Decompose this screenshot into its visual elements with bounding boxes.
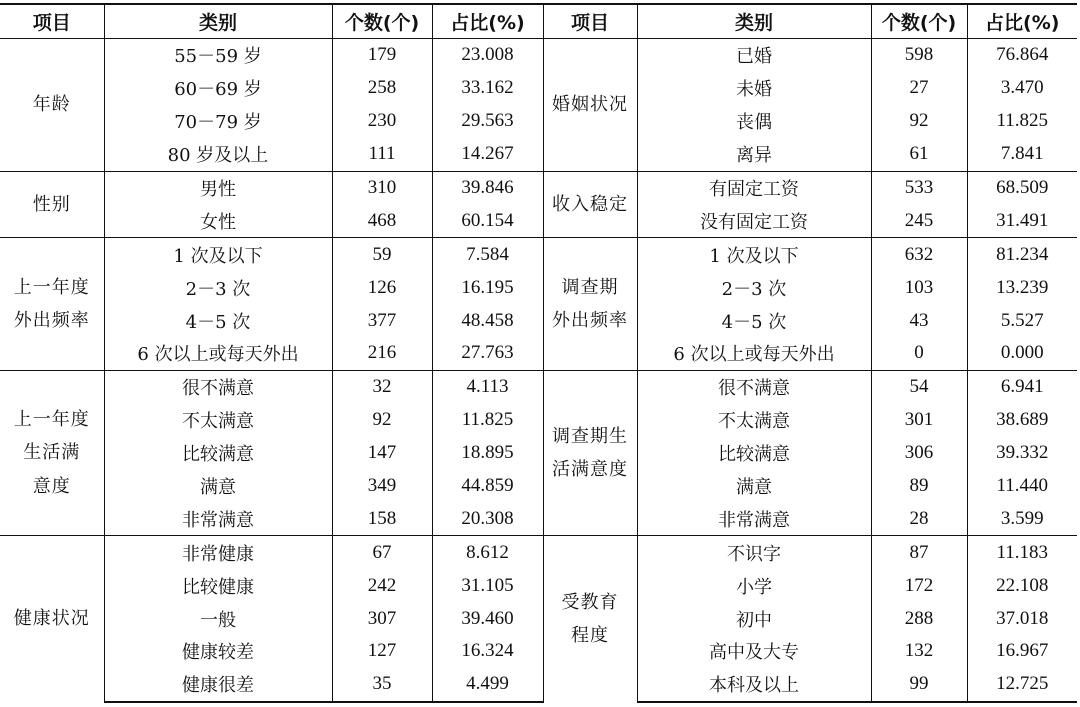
count-cell-right: 28 bbox=[871, 502, 967, 535]
percent-cell: 27.763 bbox=[432, 337, 543, 370]
table-row bbox=[0, 536, 1077, 569]
percent-cell: 11.825 bbox=[432, 404, 543, 437]
count-cell-right: 172 bbox=[871, 569, 967, 602]
category-cell: 男性 bbox=[104, 171, 332, 204]
count-cell-right: 99 bbox=[871, 668, 967, 702]
percent-cell-right: 11.825 bbox=[967, 105, 1077, 138]
percent-cell: 18.895 bbox=[432, 437, 543, 470]
group-label: 健康状况 bbox=[0, 536, 104, 702]
percent-cell-right: 3.470 bbox=[967, 72, 1077, 105]
percent-cell-right: 11.440 bbox=[967, 470, 1077, 503]
table-row bbox=[0, 39, 1077, 72]
count-cell-right: 54 bbox=[871, 370, 967, 403]
percent-cell: 16.324 bbox=[432, 635, 543, 668]
percent-cell: 4.113 bbox=[432, 370, 543, 403]
table-body bbox=[0, 39, 1077, 702]
table-row bbox=[0, 370, 1077, 403]
header-item-right: 项目 bbox=[543, 4, 637, 39]
percent-cell: 44.859 bbox=[432, 470, 543, 503]
category-cell: 6 次以上或每天外出 bbox=[104, 337, 332, 370]
category-cell-right: 小学 bbox=[637, 569, 871, 602]
category-cell-right: 已婚 bbox=[637, 39, 871, 72]
table-row bbox=[0, 238, 1077, 271]
table-row bbox=[0, 437, 1077, 470]
percent-cell: 4.499 bbox=[432, 668, 543, 702]
category-cell-right: 1 次及以下 bbox=[637, 238, 871, 271]
count-cell: 126 bbox=[332, 271, 432, 304]
category-cell-right: 4－5 次 bbox=[637, 304, 871, 337]
count-cell: 32 bbox=[332, 370, 432, 403]
percent-cell: 16.195 bbox=[432, 271, 543, 304]
table-row bbox=[0, 72, 1077, 105]
percent-cell: 20.308 bbox=[432, 502, 543, 535]
table-row bbox=[0, 171, 1077, 204]
category-cell: 60－69 岁 bbox=[104, 72, 332, 105]
percent-cell-right: 31.491 bbox=[967, 204, 1077, 237]
category-cell-right: 丧偶 bbox=[637, 105, 871, 138]
count-cell-right: 0 bbox=[871, 337, 967, 370]
percent-cell: 33.162 bbox=[432, 72, 543, 105]
percent-cell: 31.105 bbox=[432, 569, 543, 602]
header-percent-right: 占比(%) bbox=[967, 4, 1077, 39]
category-cell-right: 非常满意 bbox=[637, 502, 871, 535]
count-cell-right: 632 bbox=[871, 238, 967, 271]
percent-cell: 48.458 bbox=[432, 304, 543, 337]
percent-cell-right: 3.599 bbox=[967, 502, 1077, 535]
header-row bbox=[0, 4, 1077, 39]
category-cell-right: 高中及大专 bbox=[637, 635, 871, 668]
table-row bbox=[0, 138, 1077, 171]
percent-cell: 39.460 bbox=[432, 602, 543, 635]
category-cell: 非常健康 bbox=[104, 536, 332, 569]
count-cell: 92 bbox=[332, 404, 432, 437]
count-cell: 111 bbox=[332, 138, 432, 171]
category-cell-right: 不识字 bbox=[637, 536, 871, 569]
header-item: 项目 bbox=[0, 4, 104, 39]
count-cell-right: 87 bbox=[871, 536, 967, 569]
count-cell: 216 bbox=[332, 337, 432, 370]
count-cell-right: 92 bbox=[871, 105, 967, 138]
percent-cell-right: 11.183 bbox=[967, 536, 1077, 569]
category-cell: 比较健康 bbox=[104, 569, 332, 602]
count-cell: 310 bbox=[332, 171, 432, 204]
percent-cell-right: 38.689 bbox=[967, 404, 1077, 437]
percent-cell-right: 16.967 bbox=[967, 635, 1077, 668]
category-cell-right: 离异 bbox=[637, 138, 871, 171]
header-percent: 占比(%) bbox=[432, 4, 543, 39]
count-cell-right: 27 bbox=[871, 72, 967, 105]
count-cell-right: 245 bbox=[871, 204, 967, 237]
percent-cell-right: 76.864 bbox=[967, 39, 1077, 72]
count-cell: 179 bbox=[332, 39, 432, 72]
percent-cell-right: 12.725 bbox=[967, 668, 1077, 702]
category-cell-right: 比较满意 bbox=[637, 437, 871, 470]
percent-cell: 60.154 bbox=[432, 204, 543, 237]
percent-cell-right: 39.332 bbox=[967, 437, 1077, 470]
table-row bbox=[0, 502, 1077, 535]
table-header bbox=[0, 4, 1077, 39]
percent-cell-right: 68.509 bbox=[967, 171, 1077, 204]
count-cell: 127 bbox=[332, 635, 432, 668]
table-row bbox=[0, 304, 1077, 337]
table-row bbox=[0, 668, 1077, 702]
category-cell: 很不满意 bbox=[104, 370, 332, 403]
count-cell-right: 533 bbox=[871, 171, 967, 204]
category-cell-right: 不太满意 bbox=[637, 404, 871, 437]
count-cell-right: 89 bbox=[871, 470, 967, 503]
percent-cell-right: 5.527 bbox=[967, 304, 1077, 337]
group-label-right: 调查期 外出频率 bbox=[543, 238, 637, 371]
category-cell-right: 2－3 次 bbox=[637, 271, 871, 304]
count-cell-right: 132 bbox=[871, 635, 967, 668]
table-row bbox=[0, 404, 1077, 437]
category-cell: 不太满意 bbox=[104, 404, 332, 437]
count-cell-right: 43 bbox=[871, 304, 967, 337]
count-cell: 258 bbox=[332, 72, 432, 105]
count-cell-right: 103 bbox=[871, 271, 967, 304]
count-cell: 59 bbox=[332, 238, 432, 271]
count-cell: 35 bbox=[332, 668, 432, 702]
count-cell: 242 bbox=[332, 569, 432, 602]
count-cell: 468 bbox=[332, 204, 432, 237]
table-row bbox=[0, 470, 1077, 503]
percent-cell-right: 37.018 bbox=[967, 602, 1077, 635]
category-cell: 满意 bbox=[104, 470, 332, 503]
category-cell-right: 本科及以上 bbox=[637, 668, 871, 702]
category-cell: 健康较差 bbox=[104, 635, 332, 668]
count-cell: 230 bbox=[332, 105, 432, 138]
table-row bbox=[0, 569, 1077, 602]
count-cell-right: 306 bbox=[871, 437, 967, 470]
count-cell-right: 301 bbox=[871, 404, 967, 437]
count-cell-right: 61 bbox=[871, 138, 967, 171]
category-cell-right: 很不满意 bbox=[637, 370, 871, 403]
category-cell-right: 未婚 bbox=[637, 72, 871, 105]
category-cell: 2－3 次 bbox=[104, 271, 332, 304]
category-cell-right: 有固定工资 bbox=[637, 171, 871, 204]
category-cell: 非常满意 bbox=[104, 502, 332, 535]
percent-cell-right: 22.108 bbox=[967, 569, 1077, 602]
percent-cell-right: 0.000 bbox=[967, 337, 1077, 370]
group-label: 性别 bbox=[0, 171, 104, 238]
category-cell: 一般 bbox=[104, 602, 332, 635]
group-label-right: 受教育 程度 bbox=[543, 536, 637, 702]
category-cell: 80 岁及以上 bbox=[104, 138, 332, 171]
group-label: 上一年度 外出频率 bbox=[0, 238, 104, 371]
percent-cell: 23.008 bbox=[432, 39, 543, 72]
category-cell: 70－79 岁 bbox=[104, 105, 332, 138]
header-count: 个数(个) bbox=[332, 4, 432, 39]
category-cell: 健康很差 bbox=[104, 668, 332, 702]
table-row bbox=[0, 271, 1077, 304]
group-label-right: 调查期生 活满意度 bbox=[543, 370, 637, 535]
category-cell-right: 6 次以上或每天外出 bbox=[637, 337, 871, 370]
category-cell-right: 没有固定工资 bbox=[637, 204, 871, 237]
header-category: 类别 bbox=[104, 4, 332, 39]
group-label: 上一年度 生活满 意度 bbox=[0, 370, 104, 535]
header-count-right: 个数(个) bbox=[871, 4, 967, 39]
table-row bbox=[0, 635, 1077, 668]
percent-cell-right: 13.239 bbox=[967, 271, 1077, 304]
group-label: 年龄 bbox=[32, 94, 71, 116]
percent-cell: 14.267 bbox=[432, 138, 543, 171]
percent-cell: 8.612 bbox=[432, 536, 543, 569]
table-row bbox=[0, 337, 1077, 370]
category-cell: 55－59 岁 bbox=[104, 39, 332, 72]
count-cell: 147 bbox=[332, 437, 432, 470]
count-cell: 307 bbox=[332, 602, 432, 635]
percent-cell-right: 81.234 bbox=[967, 238, 1077, 271]
percent-cell: 29.563 bbox=[432, 105, 543, 138]
category-cell: 比较满意 bbox=[104, 437, 332, 470]
table-row bbox=[0, 105, 1077, 138]
category-cell: 1 次及以下 bbox=[104, 238, 332, 271]
count-cell: 377 bbox=[332, 304, 432, 337]
count-cell: 67 bbox=[332, 536, 432, 569]
category-cell: 女性 bbox=[104, 204, 332, 237]
count-cell: 158 bbox=[332, 502, 432, 535]
header-category-right: 类别 bbox=[637, 4, 871, 39]
category-cell-right: 初中 bbox=[637, 602, 871, 635]
statistics-table bbox=[0, 3, 1077, 703]
group-label-right: 收入稳定 bbox=[543, 171, 637, 238]
percent-cell: 7.584 bbox=[432, 238, 543, 271]
count-cell: 349 bbox=[332, 470, 432, 503]
group-label-right: 婚姻状况 bbox=[543, 39, 637, 172]
table-row bbox=[0, 602, 1077, 635]
percent-cell-right: 6.941 bbox=[967, 370, 1077, 403]
count-cell-right: 598 bbox=[871, 39, 967, 72]
category-cell: 4－5 次 bbox=[104, 304, 332, 337]
percent-cell: 39.846 bbox=[432, 171, 543, 204]
category-cell-right: 满意 bbox=[637, 470, 871, 503]
table-row bbox=[0, 204, 1077, 237]
percent-cell-right: 7.841 bbox=[967, 138, 1077, 171]
count-cell-right: 288 bbox=[871, 602, 967, 635]
